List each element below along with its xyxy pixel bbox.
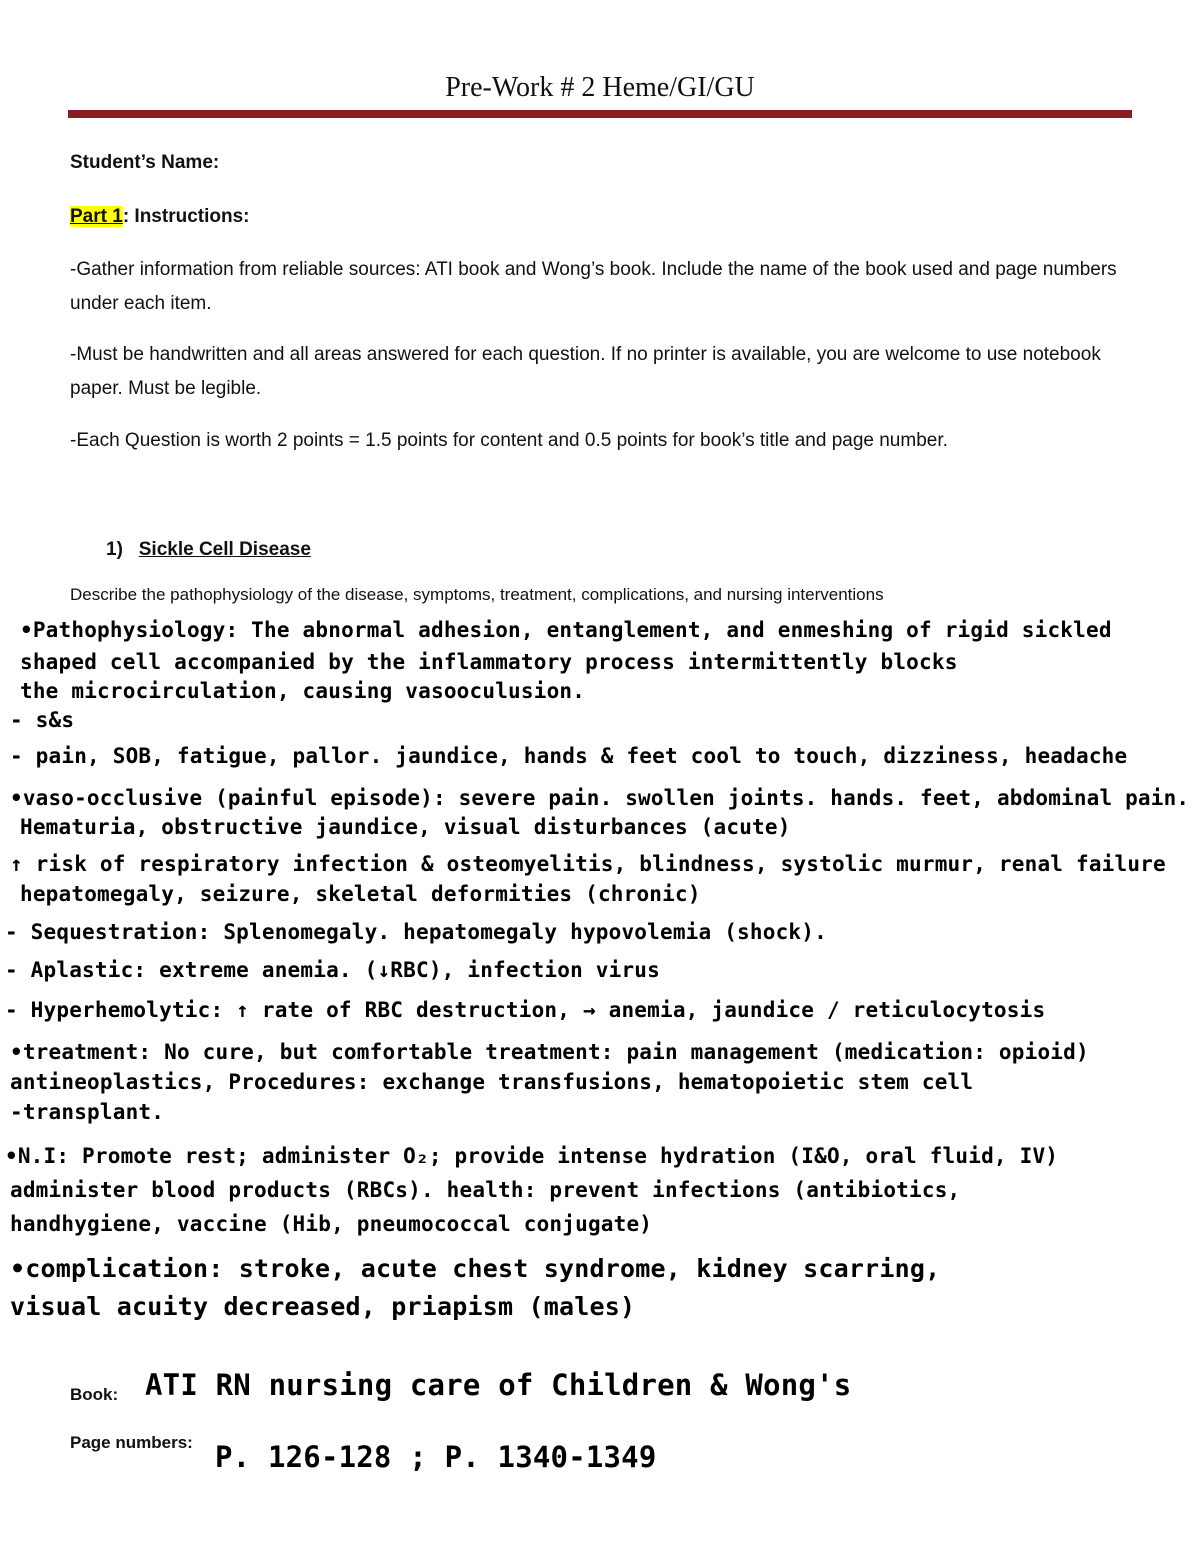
- instruction-3: -Each Question is worth 2 points = 1.5 points for content and 0.5 points for book’s title and page number.: [70, 430, 948, 451]
- handwritten-line: - Sequestration: Splenomegaly. hepatomegaly hypovolemia (shock).: [5, 920, 827, 944]
- question-prompt: Describe the pathophysiology of the disease, symptoms, treatment, complications, and nursing interventions: [70, 585, 884, 604]
- question-heading: [106, 533, 311, 567]
- part-label: Part 1: [70, 206, 123, 227]
- part-heading: [70, 200, 249, 234]
- handwritten-line: administer blood products (RBCs). health: prevent infections (antibiotics,: [10, 1178, 961, 1202]
- handwritten-line: •treatment: No cure, but comfortable treatment: pain management (medication: opioid): [10, 1040, 1089, 1064]
- handwritten-line: antineoplastics, Procedures: exchange transfusions, hematopoietic stem cell: [10, 1070, 974, 1094]
- handwritten-line: shaped cell accompanied by the inflammatory process intermittently blocks: [20, 650, 958, 674]
- handwritten-line: hepatomegaly, seizure, skeletal deformities (chronic): [20, 882, 701, 906]
- handwritten-line: - pain, SOB, fatigue, pallor. jaundice, hands & feet cool to touch, dizziness, headache: [10, 744, 1128, 768]
- page-title: Pre-Work # 2 Heme/GI/GU: [445, 72, 755, 103]
- handwritten-line: visual acuity decreased, priapism (males): [10, 1292, 636, 1321]
- handwritten-line: handhygiene, vaccine (Hib, pneumococcal conjugate): [10, 1212, 653, 1236]
- instruction-1: -Gather information from reliable sources: ATI book and Wong’s book. Include the name of the book used and page numbers under each item.: [70, 259, 1117, 314]
- instruction-2: -Must be handwritten and all areas answered for each question. If no printer is available, you are welcome to use notebook paper. Must be legible.: [70, 344, 1101, 399]
- part-colon: :: [122, 206, 130, 227]
- student-name-label: Student’s Name:: [70, 152, 220, 173]
- handwritten-line: •N.I: Promote rest; administer O₂; provide intense hydration (I&O, oral fluid, IV): [5, 1144, 1059, 1168]
- handwritten-line: -transplant.: [10, 1100, 165, 1124]
- handwritten-line: - Aplastic: extreme anemia. (↓RBC), infection virus: [5, 958, 660, 982]
- question-title: Sickle Cell Disease: [138, 539, 311, 560]
- handwritten-line: the microcirculation, causing vasooculusion.: [20, 679, 586, 703]
- title-divider: [68, 110, 1132, 118]
- handwritten-line: •complication: stroke, acute chest syndrome, kidney scarring,: [10, 1254, 941, 1283]
- handwritten-line: •vaso-occlusive (painful episode): severe pain. swollen joints. hands. feet, abdominal pain.: [10, 786, 1190, 810]
- handwritten-line: - s&s: [10, 708, 75, 732]
- question-number: 1): [106, 539, 123, 560]
- book-answer: ATI RN nursing care of Children & Wong's: [145, 1368, 852, 1402]
- book-label: Book:: [70, 1385, 119, 1404]
- handwritten-line: •Pathophysiology: The abnormal adhesion, entanglement, and enmeshing of rigid sickled: [20, 618, 1112, 642]
- handwritten-line: ↑ risk of respiratory infection & osteomyelitis, blindness, systolic murmur, renal failure: [10, 852, 1166, 876]
- handwritten-line: - Hyperhemolytic: ↑ rate of RBC destruction, → anemia, jaundice / reticulocytosis: [5, 998, 1046, 1022]
- page-numbers-answer: P. 126-128 ; P. 1340-1349: [215, 1440, 657, 1474]
- instructions-label: Instructions:: [129, 206, 250, 227]
- handwritten-line: Hematuria, obstructive jaundice, visual disturbances (acute): [20, 815, 791, 839]
- page-numbers-label: Page numbers:: [70, 1433, 193, 1452]
